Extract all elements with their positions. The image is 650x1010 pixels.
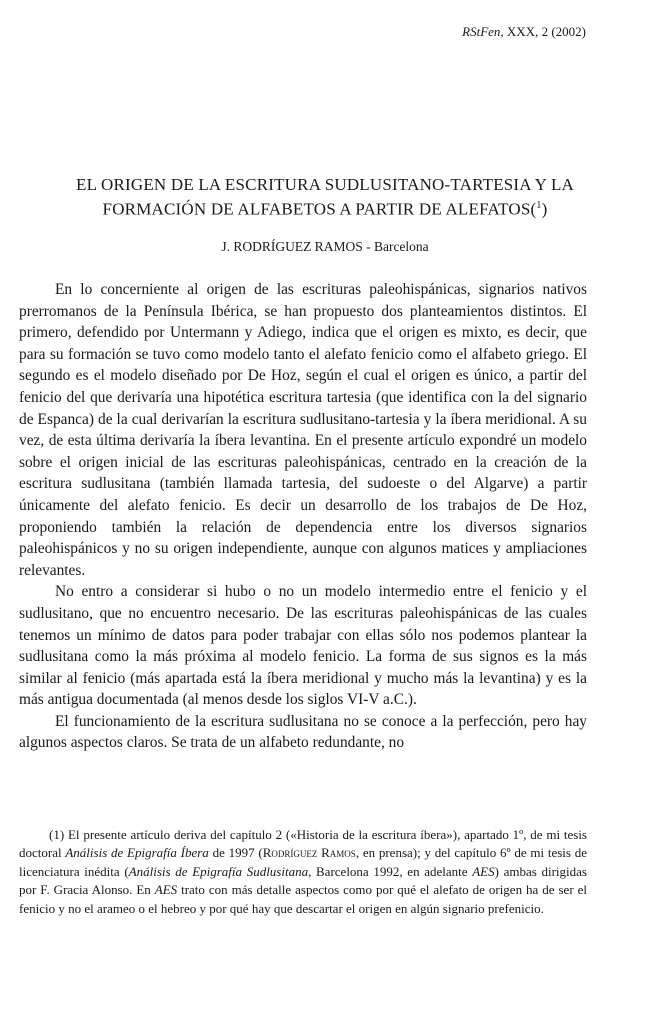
footnote-part: de 1997 (	[208, 845, 263, 861]
journal-issue: , XXX, 2 (2002)	[500, 24, 586, 39]
author-line	[0, 239, 650, 255]
footnote-1	[19, 826, 587, 918]
thesis-title-2: Análisis de Epigrafía Sudlusitana	[128, 863, 309, 879]
running-head	[462, 24, 586, 40]
footnote-text	[19, 826, 587, 918]
footnote-ref[interactable]: 1	[536, 200, 542, 211]
paragraph-2: No entro a considerar si hubo o no un modelo intermedio entre el fenicio y el sudlusitano, que no encuentro necesario. De las escrituras paleohispánicas de las cuales tenemos un mínimo de datos para poder trabajar con ellas sólo nos podemos plantear la sudlusitana como la más próxima al modelo fenicio. La forma de sus signos es la más similar al fenicio (más apartada está la íbera meridional y mucho más la levantina) y es la más antigua documentada (al menos desde los siglos VI-V a.C.).	[19, 583, 587, 709]
thesis-title: Análisis de Epigrafía Íbera	[65, 845, 209, 861]
footnote-part: ) ambas dirigidas por F. Gracia Alonso. En	[19, 863, 587, 898]
footnote-part: (1) El presente artículo deriva del capítulo 2 («Historia de la escritura íbera»), apartado 1º, de mi tesis doctoral	[19, 827, 587, 861]
author-affiliation: - Barcelona	[362, 239, 429, 254]
abbrev-aes: AES	[154, 882, 178, 898]
author-smallcaps: Rodríguez Ramos	[262, 845, 356, 861]
article-body	[19, 279, 587, 754]
author-name: J. RODRÍGUEZ RAMOS	[221, 239, 363, 254]
footnote-part: , en prensa); y del capítulo 6º de mi tesis de licenciatura inédita (	[19, 845, 587, 879]
footnote-part: , Barcelona 1992, en adelante	[308, 863, 473, 879]
title-line-2	[0, 195, 650, 220]
title-line-2-text: FORMACIÓN DE ALFABETOS A PARTIR DE ALEFATOS(	[102, 199, 537, 219]
title-line-2-close: )	[541, 199, 548, 219]
paragraph-3: El funcionamiento de la escritura sudlusitana no se conoce a la perfección, pero hay algunos aspectos claros. Se trata de un alfabeto redundante, no	[19, 712, 587, 752]
journal-name: RStFen	[462, 24, 501, 39]
paragraph-1: En lo concerniente al origen de las escrituras paleohispánicas, signarios nativos prerromanos de la Península Ibérica, se han propuesto dos planteamientos distintos. El primero, defendido por Untermann y Adiego, indica que el origen es mixto, es decir, que para su formación se tuvo como modelo tanto el alefato fenicio como el alfabeto griego. El segundo es el modelo diseñado por De Hoz, según el cual el origen es único, a partir del fenicio del que derivaría una hipotética escritura tartesia (que identifica con la del signario de Espanca) de la cual derivarían la escritura sudlusitano-tartesia y la íbera meridional. A su vez, de esta última derivaría la íbera levantina. En el presente artículo expondré un modelo sobre el origen inicial de las escrituras paleohispánicas, centrado en la creación de la escritura sudlusitana (también llamada tartesia, del sudoeste o del Algarve) a partir únicamente del alefato fenicio. Es decir un desarrollo de los trabajos de De Hoz, proponiendo también la relación de dependencia entre los diversos signarios paleohispánicos y no su origen independiente, aunque con algunos matices y ampliaciones relevantes.	[19, 281, 587, 579]
abbrev-aes: AES	[472, 863, 495, 879]
article-title	[0, 174, 650, 220]
title-line-1: EL ORIGEN DE LA ESCRITURA SUDLUSITANO-TARTESIA Y LA	[75, 175, 575, 194]
footnote-part: trato con más detalle aspectos como por qué el alefato de origen ha de ser el fenicio y no el arameo o el hebreo y por qué hay que descartar el origen en algún signario prefenicio.	[19, 882, 587, 916]
